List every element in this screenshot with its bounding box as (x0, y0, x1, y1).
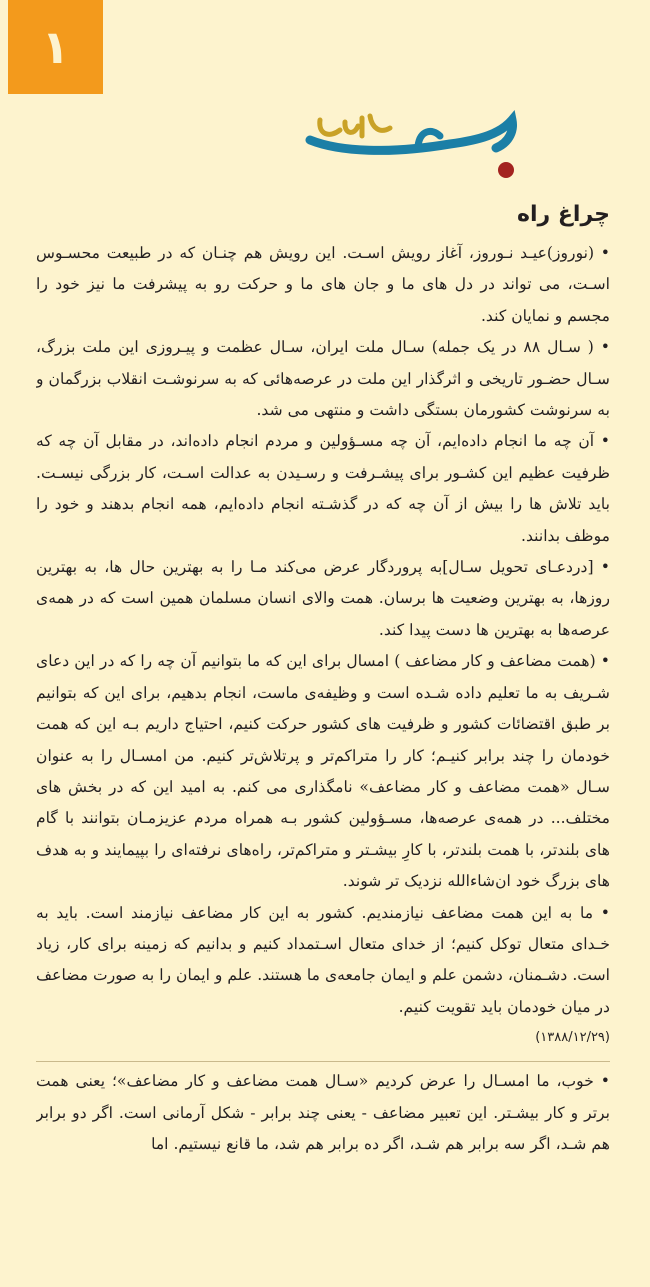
paragraph-nowruz: • (نوروز)عیـد نـوروز، آغاز رویش اسـت. این رویش هم چنـان که در طبیعت محسـوس اسـت، می تواند در دل های ما و جان های ما و حرکت رو به پیشرفت ما نیز خود را مجسم و نمایان کند. (36, 244, 610, 325)
paragraph-year-88: • ( سـال ۸۸ در یک جمله) سـال ملت ایران، سـال عظمت و پیـروزی این ملت بزرگ، سـال حضـور تاریخی و اثرگذار این ملت در عرصه‌هائی که به سرنوشـت انقلاب بزرگمان و به سرنوشت کشورمان بستگی داشت و منتهی می شد. (36, 338, 610, 420)
speech-date: (۱۳۸۸/۱۲/۲۹) (535, 1030, 610, 1046)
page-number-box (8, 0, 103, 94)
paragraph-capacity: • آن چه ما انجام داده‌ایم، آن چه مسـؤولین و مردم انجام داده‌اند، در مقابل آن چه که ظرفیت عظیم این کشـور برای پیشـرفت و رسـیدن به عدالت اسـت، کار بزرگی نیسـت. باید تلاش ها را بیش از آن چه که در گذشـته انجام داده‌ایم، همه انجام بدهند و خود را موظف بدانند. (36, 432, 610, 545)
article-title: چراغ راه (517, 202, 610, 227)
paragraph-prayer: • [دردعـای تحویل سـال]به پروردگار عرض می‌کند مـا را به بهترین حال ها، به بهترین روزها، به بهترین وضعیت ها برسان. همت والای انسان مسلمان همین است که در همه‌ی عرصه‌ها به بهترین ها دست پیدا کند. (36, 558, 610, 639)
divider (36, 1061, 610, 1062)
page-number: ۱ (41, 20, 70, 74)
paragraph-need: • ما به این همت مضاعف نیازمندیم. کشور به این کار مضاعف نیازمند است. باید به خـدای متعال توکل کنیم؛ از خدای متعال اسـتمداد کنیم و بدانیم که زمینه برای کار، زیاد است. دشـمنان، دشمن علم و ایمان جامعه‌ی ما هستند. علم و ایمان را به صورت مضاعف در میان خودمان باید تقویت کنیم. (36, 903, 610, 1016)
bismillah-calligraphy-logo (300, 100, 530, 180)
paragraph-closing: • خوب، ما امسـال را عرض کردیم «سـال همت مضاعف و کار مضاعف»؛ یعنی همت برتر و کار بیشـتر. این تعبیر مضاعف - یعنی چند برابر - شکل آرمانی است. اگر دو برابر هم شـد، اگر سه برابر هم شـد، اگر ده برابر هم شد، ما قانع نیستیم. اما (36, 1072, 610, 1153)
article (36, 200, 610, 1287)
logo-dot-icon (498, 162, 514, 178)
paragraph-double-effort: • (همت مضاعف و کار مضاعف ) امسال برای این که ما بتوانیم آن چه را که در این دعای شـریف به ما تعلیم داده شـده است و وظیفه‌ی ماست، انجام بدهیم، برای این که بتوانیم بر طبق اقتضائات کشور و ظرفیت های کشور حرکت کنیم، احتیاج داریم بـه این که همت خودمان را چند برابر کنیـم؛ کار را متراکم‌تر و پرتلاش‌تر کنیم. من امسـال را به عنوان سـال «همت مضاعف و کار مضاعف» نامگذاری می کنم. به امید این که در بخش های مختلف... در همه‌ی عرصه‌ها، مسـؤولین کشور بـه همراه مردم عزیزمـان بتوانند با گام های بلندتر، با همت بلندتر، با کارِ بیشـتر و متراکم‌تر، راه‌های نرفته‌ای را بپیمایند و به هدف های بزرگ خود ان‌شاءالله نزدیک تر شوند. (36, 652, 610, 891)
